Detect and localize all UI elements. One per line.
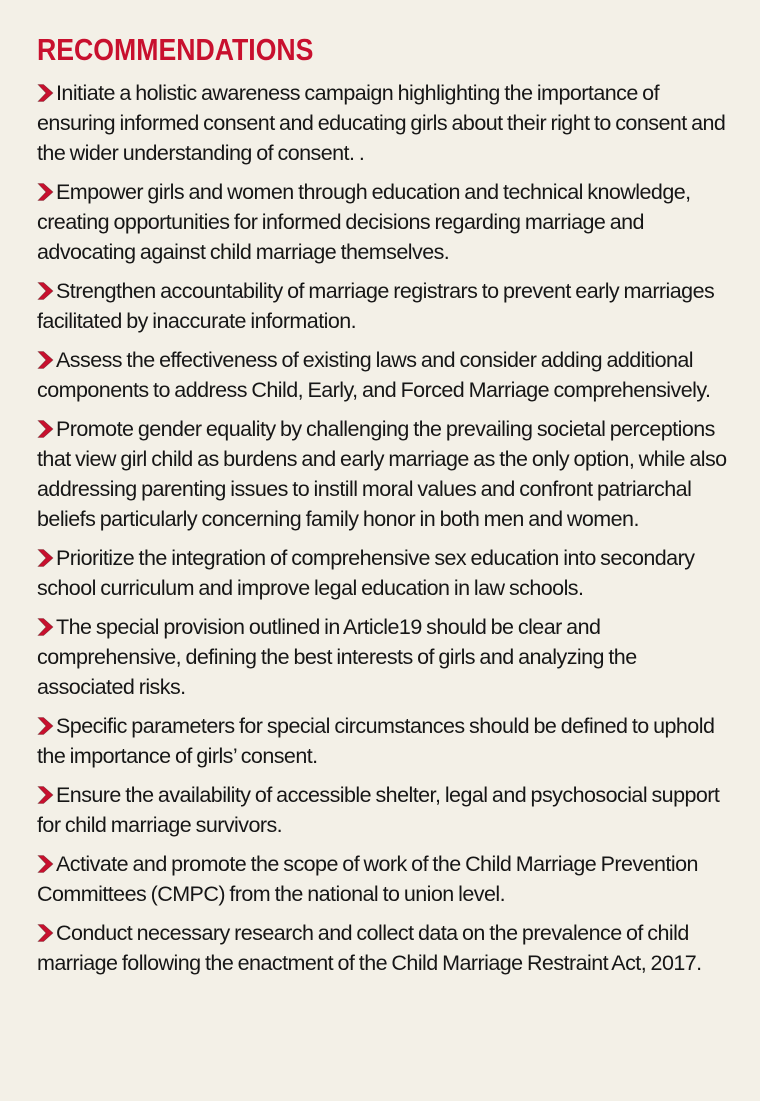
- recommendation-text: Empower girls and women through education and technical knowledge, creating opportunities for informed decisions regarding marriage and advocating against child marriage themselves.: [37, 180, 691, 264]
- chevron-right-icon: [37, 617, 55, 637]
- chevron-right-icon: [37, 350, 55, 370]
- chevron-right-icon: [37, 716, 55, 736]
- recommendation-item: [37, 276, 730, 336]
- recommendation-text: Ensure the availability of accessible shelter, legal and psychosocial support for child marriage survivors.: [37, 783, 720, 837]
- recommendation-item: [37, 414, 730, 534]
- chevron-right-icon: [37, 419, 55, 439]
- chevron-right-icon: [37, 854, 55, 874]
- recommendation-text: Assess the effectiveness of existing laws and consider adding additional components to address Child, Early, and Forced Marriage comprehensively.: [37, 348, 711, 402]
- recommendation-text: Specific parameters for special circumstances should be defined to uphold the importance of girls’ consent.: [37, 714, 715, 768]
- recommendation-item: [37, 177, 730, 267]
- recommendation-text: The special provision outlined in Article19 should be clear and comprehensive, defining the best interests of girls and analyzing the associated risks.: [37, 615, 637, 699]
- recommendation-item: [37, 780, 730, 840]
- chevron-right-icon: [37, 83, 55, 103]
- recommendation-text: Prioritize the integration of comprehensive sex education into secondary school curriculum and improve legal education in law schools.: [37, 546, 695, 600]
- chevron-right-icon: [37, 548, 55, 568]
- recommendation-item: [37, 711, 730, 771]
- recommendation-text: Activate and promote the scope of work of the Child Marriage Prevention Committees (CMPC) from the national to union level.: [37, 852, 698, 906]
- recommendation-item: [37, 345, 730, 405]
- page-title: RECOMMENDATIONS: [37, 32, 314, 67]
- chevron-right-icon: [37, 785, 55, 805]
- recommendation-item: [37, 918, 730, 978]
- recommendation-text: Initiate a holistic awareness campaign highlighting the importance of ensuring informed consent and educating girls about their right to consent and the wider understanding of consent. .: [37, 81, 726, 165]
- recommendation-item: [37, 612, 730, 702]
- recommendation-item: [37, 849, 730, 909]
- chevron-right-icon: [37, 182, 55, 202]
- chevron-right-icon: [37, 281, 55, 301]
- recommendation-item: [37, 78, 730, 168]
- recommendation-item: [37, 543, 730, 603]
- recommendations-list: [37, 78, 730, 978]
- recommendation-text: Promote gender equality by challenging the prevailing societal perceptions that view girl child as burdens and early marriage as the only option, while also addressing parenting issues to instill moral values and confront patriarchal beliefs particularly concerning family honor in both men and women.: [37, 417, 727, 531]
- chevron-right-icon: [37, 923, 55, 943]
- recommendation-text: Strengthen accountability of marriage registrars to prevent early marriages facilitated by inaccurate information.: [37, 279, 715, 333]
- recommendation-text: Conduct necessary research and collect data on the prevalence of child marriage following the enactment of the Child Marriage Restraint Act, 2017.: [37, 921, 702, 975]
